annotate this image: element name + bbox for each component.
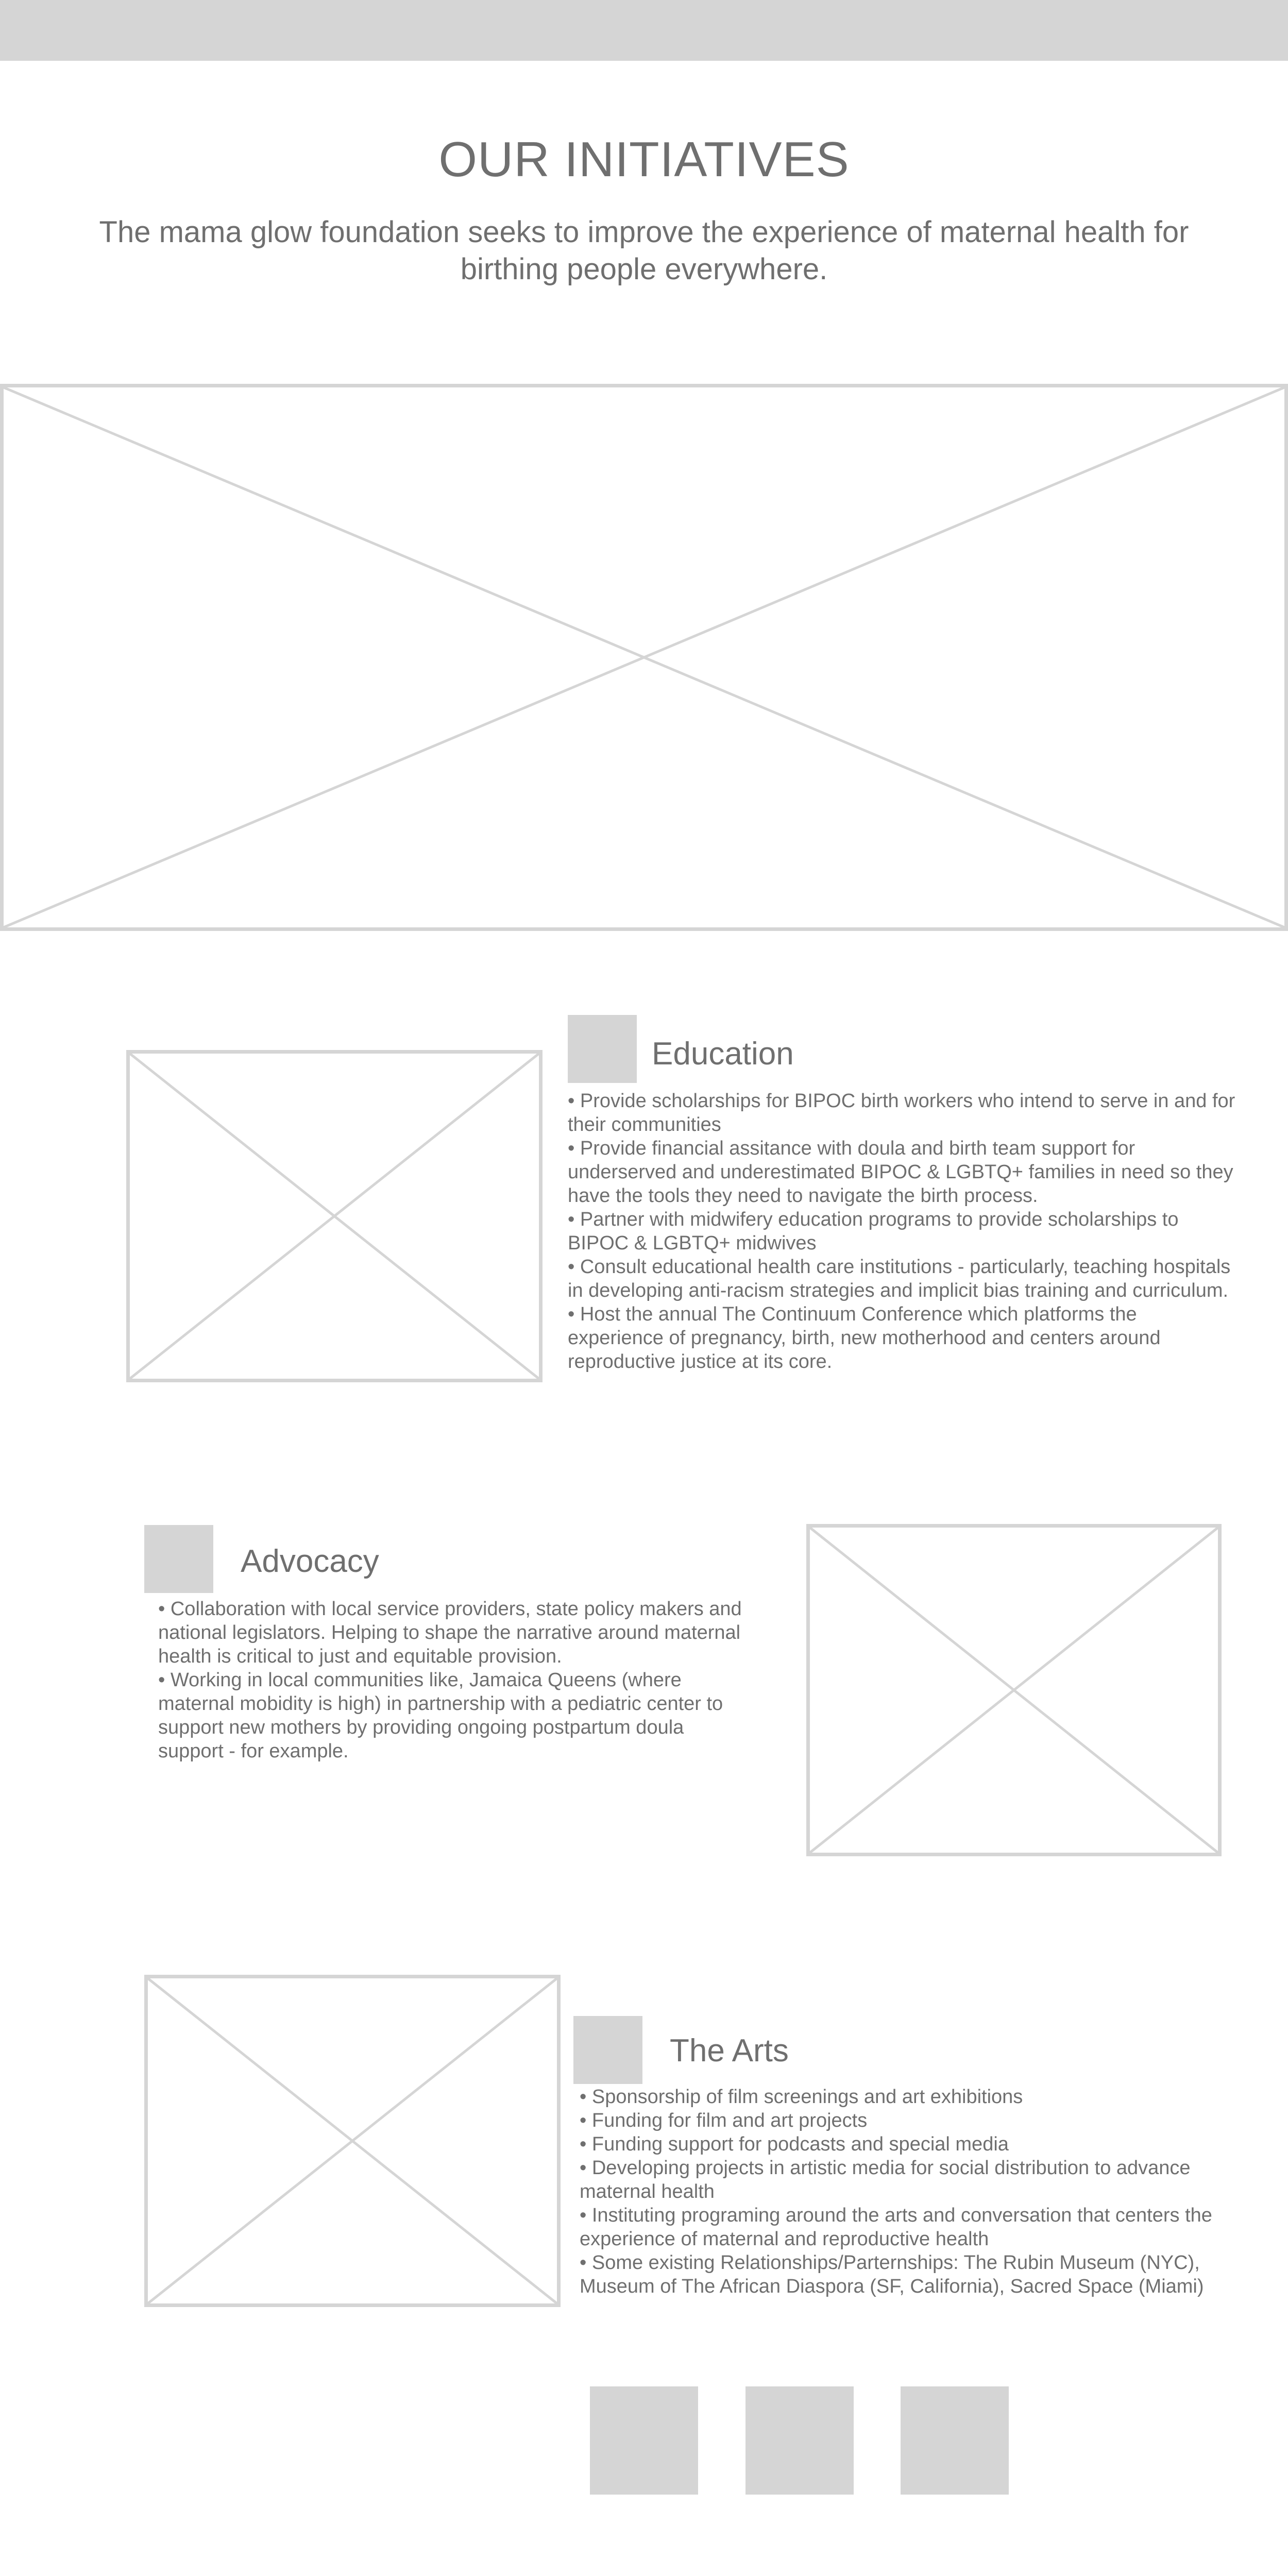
media-thumbnail[interactable] — [901, 2386, 1009, 2495]
top-bar — [0, 0, 1288, 61]
advocacy-image-placeholder — [806, 1524, 1222, 1856]
initiatives-lead: The mama glow foundation seeks to improve the experience of maternal health for birthing people everywhere. — [99, 215, 1189, 286]
hero-image-placeholder — [0, 384, 1288, 931]
education-image-placeholder — [126, 1050, 543, 1382]
education-bullet: • Provide financial assitance with doula and birth team support for underserved and underestimated BIPOC & LGBTQ+ families in need so they have the tools they need to navigate the birth process. — [568, 1138, 1233, 1207]
arts-bullet: • Developing projects in artistic media for social distribution to advance maternal health — [580, 2157, 1191, 2202]
advocacy-title: Advocacy — [241, 1544, 379, 1579]
advocacy-icon — [144, 1525, 213, 1593]
education-icon — [568, 1015, 637, 1083]
advocacy-bullet: • Working in local communities like, Jamaica Queens (where maternal mobidity is high) in partnership with a pediatric center to support new mothers by providing ongoing postpartum doula support - for example. — [158, 1669, 723, 1762]
education-bullet: • Partner with midwifery education programs to provide scholarships to BIPOC & LGBTQ+ midwives — [568, 1209, 1179, 1254]
arts-bullet: • Funding support for podcasts and special media — [580, 2133, 1009, 2155]
arts-bullet: • Instituting programing around the arts and conversation that centers the experience of maternal and reproductive health — [580, 2205, 1212, 2250]
advocacy-bullet: • Collaboration with local service providers, state policy makers and national legislators. Helping to shape the narrative around maternal health is critical to just and equitable provision. — [158, 1598, 742, 1667]
initiatives-title: OUR INITIATIVES — [438, 132, 850, 187]
advocacy-bullets — [158, 1597, 751, 1763]
arts-icon — [573, 2016, 642, 2084]
arts-bullet: • Some existing Relationships/Parternships: The Rubin Museum (NYC), Museum of The African Diaspora (SF, California), Sacred Space (Miami) — [580, 2252, 1204, 2297]
arts-bullet: • Sponsorship of film screenings and art exhibitions — [580, 2086, 1023, 2108]
education-title: Education — [652, 1036, 794, 1072]
media-thumbnail[interactable] — [590, 2386, 698, 2495]
education-bullet: • Consult educational health care institutions - particularly, teaching hospitals in developing anti-racism strategies and implicit bias training and curriculum. — [568, 1256, 1231, 1301]
arts-bullets — [580, 2085, 1255, 2298]
education-bullets — [568, 1089, 1238, 1374]
education-bullet: • Provide scholarships for BIPOC birth workers who intend to serve in and for their communities — [568, 1090, 1235, 1136]
arts-title: The Arts — [670, 2033, 789, 2069]
arts-image-placeholder — [144, 1975, 561, 2307]
education-bullet: • Host the annual The Continuum Conference which platforms the experience of pregnancy, birth, new motherhood and centers around reproductive justice at its core. — [568, 1303, 1161, 1372]
media-thumbnail[interactable] — [745, 2386, 854, 2495]
arts-bullet: • Funding for film and art projects — [580, 2110, 868, 2131]
